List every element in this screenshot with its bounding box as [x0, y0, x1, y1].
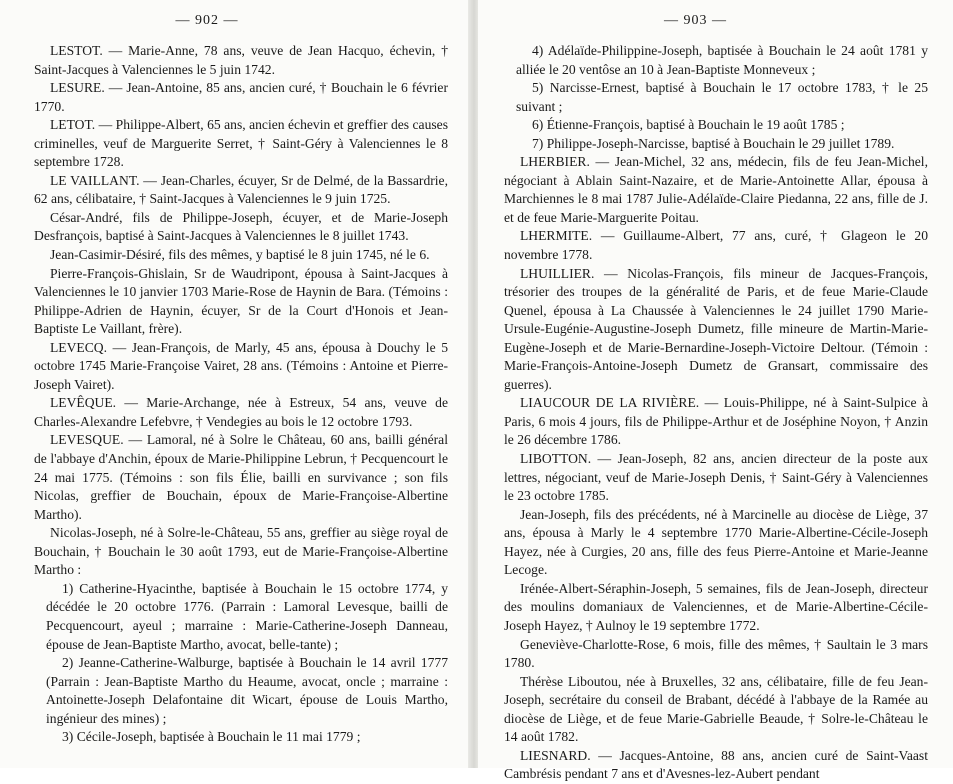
- child-entry-5: 5) Narcisse-Ernest, baptisé à Bouchain le 17 octobre 1783, † le 25 suivant ;: [516, 80, 928, 114]
- child-entry-3: 3) Cécile-Joseph, baptisée à Bouchain le 11 mai 1779 ;: [62, 729, 361, 745]
- entry-lesure: LESURE. — Jean-Antoine, 85 ans, ancien curé, † Bouchain le 6 février 1770.: [34, 80, 448, 114]
- entry-le-vaillant: LE VAILLANT. — Jean-Charles, écuyer, Sr de Delmé, de la Bassardrie, 62 ans, célibataire, † Saint-Jacques à Valenciennes le 9 juin 1725.: [34, 172, 448, 207]
- entry-cesar-andre: César-André, fils de Philippe-Joseph, écuyer, et de Marie-Joseph Desfrançois, baptisé à Saint-Jacques à Valenciennes le 8 juillet 1743.: [34, 209, 448, 244]
- entry-letot: LETOT. — Philippe-Albert, 65 ans, ancien échevin et greffier des causes criminelles, veuf de Marguerite Serret, † Saint-Géry à Valenciennes le 8 septembre 1728.: [34, 117, 448, 170]
- entry-genevieve: Geneviève-Charlotte-Rose, 6 mois, fille des mêmes, † Saultain le 3 mars 1780.: [504, 636, 928, 671]
- entry-jean-casimir: Jean-Casimir-Désiré, fils des mêmes, y baptisé le 8 juin 1745, né le 6.: [50, 247, 430, 263]
- child-entry-2: 2) Jeanne-Catherine-Walburge, baptisée à Bouchain le 14 avril 1777 (Parrain : Jean-Baptiste Martho du Heaume, avocat, oncle ; marraine : Antoinette-Joseph Delafontaine dit Wicart, épouse de Louis Martho, ingénieur des mines) ;: [46, 655, 448, 726]
- child-entry-1: 1) Catherine-Hyacinthe, baptisée à Bouchain le 15 octobre 1774, y décédée le 20 octobre 1776. (Parrain : Lamoral Levesque, bailli de Pecquencourt, ayeul ; marraine : Marie-Catherine-Joseph Danneau, épouse de Jean-Baptiste Martho, avocat, belle-tante) ;: [46, 580, 448, 652]
- right-page-text: [504, 42, 928, 784]
- entry-irenee-albert: Irénée-Albert-Séraphin-Joseph, 5 semaines, fils de Jean-Joseph, directeur des moulins domaniaux de Valenciennes, et de Marie-Albertine-Cécile-Joseph Hayez, † Aulnoy le 19 septembre 1772.: [504, 580, 928, 633]
- left-page: [0, 0, 470, 768]
- right-page: [478, 0, 953, 782]
- page-number-right: — 903 —: [664, 13, 727, 28]
- left-page-text: [34, 42, 448, 747]
- entry-levesque: LEVESQUE. — Lamoral, né à Solre le Château, 60 ans, bailli général de l'abbaye d'Anchin, époux de Marie-Philippine Lebrun, † Pecquencourt le 24 mai 1775. (Témoins : son fils Élie, bailli en survivance ; son fils Nicolas, greffier de Bouchain, époux de Marie-Françoise-Albertine Martho).: [34, 432, 448, 522]
- page-number-left: — 902 —: [175, 13, 239, 28]
- entry-liaucour: LIAUCOUR DE LA RIVIÈRE. — Louis-Philippe, né à Saint-Sulpice à Paris, 6 mois 4 jours, fils de Philippe-Arthur et de Joséphine Noyon, † Anzin le 26 décembre 1786.: [504, 395, 928, 448]
- entry-lhermite: LHERMITE. — Guillaume-Albert, 77 ans, curé, † Glageon le 20 novembre 1778.: [504, 228, 928, 263]
- entry-jean-joseph: Jean-Joseph, fils des précédents, né à Marcinelle au diocèse de Liège, 37 ans, épousa à Marly le 4 septembre 1770 Marie-Albertine-Cécile-Joseph Hayez, née à Curgies, 20 ans, fille des feus Pierre-Antoine et Marie-Jeanne Lecoge.: [504, 506, 928, 578]
- child-entry-7: 7) Philippe-Joseph-Narcisse, baptisé à Bouchain le 29 juillet 1789.: [532, 135, 895, 151]
- entry-liesnard: LIESNARD. — Jacques-Antoine, 88 ans, ancien curé de Saint-Vaast Cambrésis pendant 7 ans et d'Avesnes-lez-Aubert pendant: [504, 747, 928, 782]
- entry-lhuillier: LHUILLIER. — Nicolas-François, fils mineur de Jacques-François, trésorier des troupes de la généralité de Paris, et de feue Marie-Claude Quenel, épousa à La Chaussée à Valenciennes le 24 juillet 1790 Marie-Ursule-Eugénie-Augustine-Joseph Dumetz, fille mineure de Martin-Marie-Eugène-Joseph et de Marie-Bernardine-Joseph-Victoire Deltour. (Témoin : Marie-François-Antoine-Joseph Dumetz de Gransart, commissaire des guerres).: [504, 265, 928, 392]
- entry-levecq: LEVECQ. — Jean-François, de Marly, 45 ans, épousa à Douchy le 5 octobre 1745 Marie-Françoise Vairet, 28 ans. (Témoins : Antoine et Pierre-Joseph Vairet).: [34, 339, 448, 392]
- entry-libotton: LIBOTTON. — Jean-Joseph, 82 ans, ancien directeur de la poste aux lettres, négociant, veuf de Marie-Joseph Denis, † Saint-Géry à Valenciennes le 23 octobre 1785.: [504, 451, 928, 504]
- child-entry-4: 4) Adélaïde-Philippine-Joseph, baptisée à Bouchain le 24 août 1781 y alliée le 20 ventôse an 10 à Jean-Baptiste Monneveux ;: [516, 43, 928, 77]
- entry-therese: Thérèse Liboutou, née à Bruxelles, 32 ans, célibataire, fille de feu Jean-Joseph, secrétaire du conseil de Brabant, décédé à l'abbaye de la Ramée au diocèse de Liège, et de feue Marie-Gabrielle Beaude, † Solre-le-Château le 14 août 1782.: [504, 673, 928, 745]
- entry-pierre-francois: Pierre-François-Ghislain, Sr de Waudripont, épousa à Saint-Jacques à Valenciennes le 10 janvier 1703 Marie-Rose de Haynin de Bara. (Témoins : Philippe-Adrien de Haynin, écuyer, Sr de la Court d'Honois et Jean-Baptiste Le Vaillant, frère).: [34, 265, 448, 337]
- entry-nicolas-joseph: Nicolas-Joseph, né à Solre-le-Château, 55 ans, greffier au siège royal de Bouchain, † Bouchain le 30 août 1793, eut de Marie-Françoise-Albertine Martho :: [34, 525, 448, 578]
- child-entry-6: 6) Étienne-François, baptisé à Bouchain le 19 août 1785 ;: [532, 117, 845, 133]
- entry-leveque: LEVÊQUE. — Marie-Archange, née à Estreux, 54 ans, veuve de Charles-Alexandre Lefebvre, † Vendegies au bois le 12 octobre 1793.: [34, 395, 448, 429]
- entry-lestot: LESTOT. — Marie-Anne, 78 ans, veuve de Jean Hacquo, échevin, † Saint-Jacques à Valenciennes le 5 juin 1742.: [34, 43, 448, 77]
- entry-lherbier: LHERBIER. — Jean-Michel, 32 ans, médecin, fils de feu Jean-Michel, négociant à Ablain Saint-Nazaire, et de Marie-Antoinette Allar, épousa à Marchiennes le 8 mai 1787 Julie-Adélaïde-Claire Piedanna, 22 ans, fille de J. et de feue Marie-Marguerite Poitau.: [504, 154, 928, 225]
